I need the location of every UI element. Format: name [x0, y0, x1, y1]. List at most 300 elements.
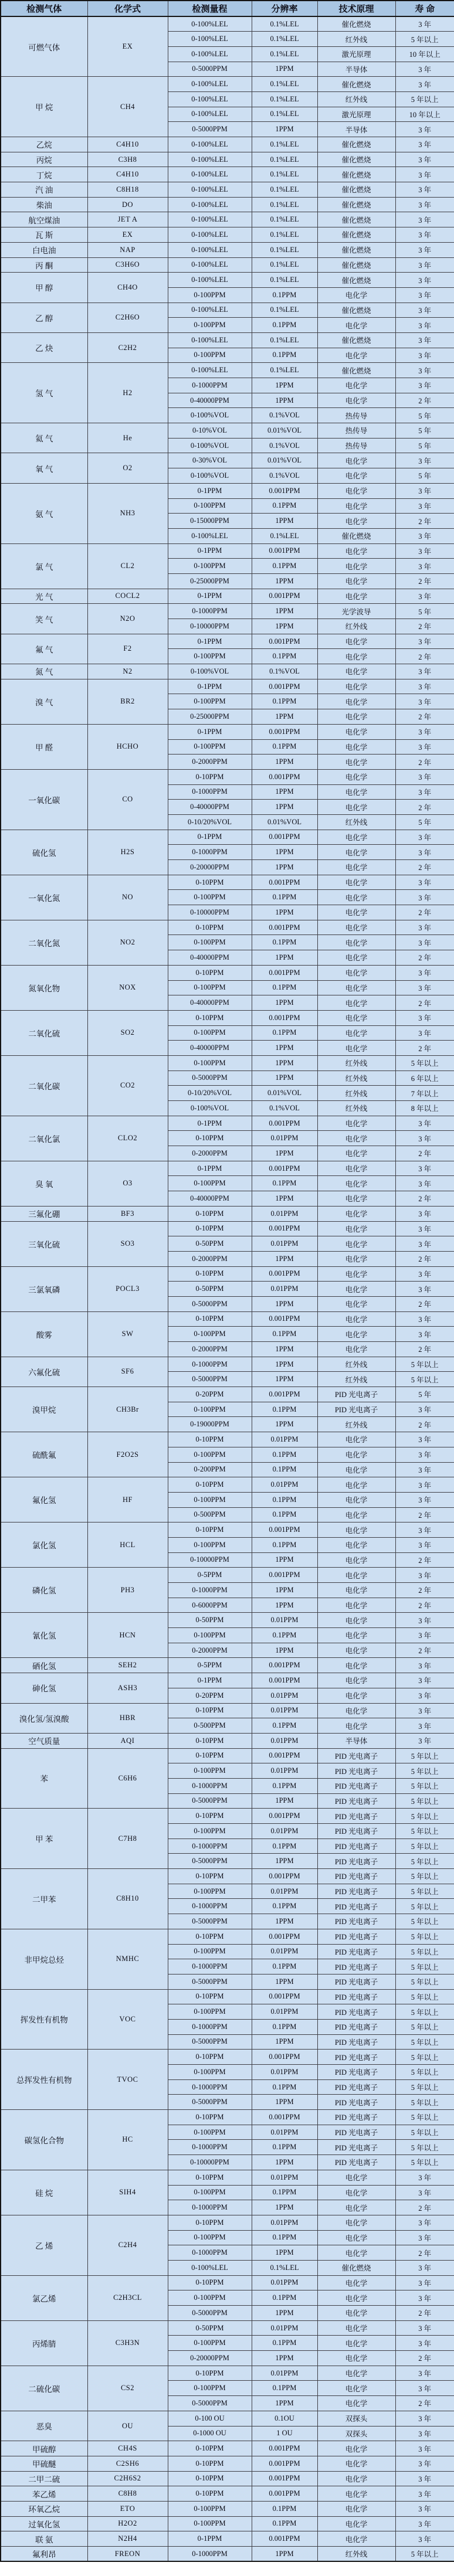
gas-name-cell: 联 氨: [1, 2531, 87, 2547]
gas-name-cell: 笑 气: [1, 604, 87, 634]
resolution-cell: 1PPM: [252, 378, 317, 393]
gas-name-cell: 总挥发性有机物: [1, 2050, 87, 2110]
lifespan-cell: 5 年以上: [395, 1944, 454, 1959]
principle-cell: 电化学: [317, 1116, 395, 1131]
range-cell: 0-5000PPM: [168, 1793, 252, 1809]
range-cell: 0-100PPM: [168, 1884, 252, 1899]
formula-cell: C2H2: [87, 332, 168, 362]
resolution-cell: 1PPM: [252, 2547, 317, 2562]
principle-cell: 催化燃烧: [317, 167, 395, 182]
range-cell: 0-100PPM: [168, 498, 252, 514]
lifespan-cell: 3 年: [395, 2456, 454, 2471]
resolution-cell: 0.1PPM: [252, 2140, 317, 2155]
resolution-cell: 1PPM: [252, 995, 317, 1011]
resolution-cell: 1PPM: [252, 845, 317, 860]
lifespan-cell: 3 年: [395, 167, 454, 182]
resolution-cell: 0.01PPM: [252, 2320, 317, 2336]
gas-name-cell: 苯: [1, 1748, 87, 1809]
resolution-cell: 1PPM: [252, 2306, 317, 2321]
gas-name-cell: 二氧化碳: [1, 1055, 87, 1116]
lifespan-cell: 3 年: [395, 318, 454, 333]
range-cell: 0-100%LEL: [168, 167, 252, 182]
resolution-cell: 0.1%LEL: [252, 182, 317, 198]
principle-cell: 热传导: [317, 438, 395, 453]
range-cell: 0-40000PPM: [168, 393, 252, 408]
formula-cell: PH3: [87, 1568, 168, 1613]
table-row: [1, 273, 454, 288]
lifespan-cell: 3 年: [395, 453, 454, 468]
gas-name-cell: 航空煤油: [1, 212, 87, 227]
formula-cell: TVOC: [87, 2050, 168, 2110]
lifespan-cell: 3 年: [395, 2320, 454, 2336]
lifespan-cell: 5 年以上: [395, 1778, 454, 1793]
range-cell: 0-10PPM: [168, 2456, 252, 2471]
lifespan-cell: 5 年以上: [395, 2547, 454, 2562]
lifespan-cell: 3 年: [395, 2471, 454, 2486]
resolution-cell: 0.001PPM: [252, 1311, 317, 1327]
range-cell: 0-1000PPM: [168, 1838, 252, 1854]
lifespan-cell: 2 年: [395, 709, 454, 725]
range-cell: 0-5PPM: [168, 1568, 252, 1583]
resolution-cell: 0.1OU: [252, 2411, 317, 2426]
principle-cell: 催化燃烧: [317, 152, 395, 167]
table-row: [1, 1568, 454, 1583]
gas-name-cell: 二氧化硫: [1, 1010, 87, 1055]
lifespan-cell: 5 年以上: [395, 2155, 454, 2170]
principle-cell: 电化学: [317, 2290, 395, 2306]
formula-cell: CLO2: [87, 1116, 168, 1161]
resolution-cell: 0.001PPM: [252, 830, 317, 845]
lifespan-cell: 2 年: [395, 649, 454, 664]
principle-cell: 双探头: [317, 2426, 395, 2441]
formula-cell: He: [87, 423, 168, 453]
principle-cell: 电化学: [317, 1507, 395, 1523]
range-cell: 0-10000PPM: [168, 2155, 252, 2170]
lifespan-cell: 5 年以上: [395, 2050, 454, 2065]
lifespan-cell: 5 年: [395, 408, 454, 423]
principle-cell: 红外线: [317, 1101, 395, 1116]
lifespan-cell: 2 年: [395, 1643, 454, 1658]
table-row: [1, 1161, 454, 1176]
lifespan-cell: 5 年以上: [395, 1793, 454, 1809]
gas-name-cell: 磷化氢: [1, 1568, 87, 1613]
lifespan-cell: 3 年: [395, 2185, 454, 2200]
principle-cell: 红外线: [317, 91, 395, 107]
range-cell: 0-100%LEL: [168, 16, 252, 32]
principle-cell: 电化学: [317, 453, 395, 468]
resolution-cell: 0.01PPM: [252, 1613, 317, 1628]
lifespan-cell: 3 年: [395, 830, 454, 845]
table-row: [1, 724, 454, 739]
lifespan-cell: 3 年: [395, 1703, 454, 1718]
lifespan-cell: 3 年: [395, 2531, 454, 2547]
resolution-cell: 0.1%LEL: [252, 227, 317, 243]
range-cell: 0-100PPM: [168, 1327, 252, 1342]
gas-name-cell: 乙 炔: [1, 332, 87, 362]
resolution-cell: 0.01PPM: [252, 1824, 317, 1839]
principle-cell: 催化燃烧: [317, 77, 395, 92]
range-cell: 0-100%LEL: [168, 257, 252, 273]
range-cell: 0-10PPM: [168, 1703, 252, 1718]
principle-cell: 光学波导: [317, 604, 395, 619]
gas-name-cell: 二甲苯: [1, 1869, 87, 1929]
lifespan-cell: 3 年: [395, 1221, 454, 1236]
range-cell: 0-100%LEL: [168, 32, 252, 47]
range-cell: 0-10/20%VOL: [168, 814, 252, 830]
formula-cell: CH3Br: [87, 1387, 168, 1432]
resolution-cell: 0.001PPM: [252, 1266, 317, 1282]
range-cell: 0-30%VOL: [168, 453, 252, 468]
range-cell: 0-5000PPM: [168, 122, 252, 137]
range-cell: 0-1PPM: [168, 543, 252, 559]
principle-cell: 电化学: [317, 1643, 395, 1658]
range-cell: 0-100PPM: [168, 1492, 252, 1507]
principle-cell: PID 光电离子: [317, 2065, 395, 2080]
gas-name-cell: 硅 烷: [1, 2170, 87, 2215]
table-row: [1, 1116, 454, 1131]
gas-name-cell: 甲硫醇: [1, 2441, 87, 2456]
principle-cell: 催化燃烧: [317, 212, 395, 227]
formula-cell: SW: [87, 1311, 168, 1357]
range-cell: 0-100PPM: [168, 2290, 252, 2306]
principle-cell: 红外线: [317, 32, 395, 47]
lifespan-cell: 10 年以上: [395, 107, 454, 122]
principle-cell: 电化学: [317, 1658, 395, 1673]
principle-cell: PID 光电离子: [317, 1387, 395, 1402]
gas-name-cell: 丙烯腈: [1, 2320, 87, 2366]
range-cell: 0-1000PPM: [168, 2019, 252, 2034]
range-cell: 0-2000PPM: [168, 1146, 252, 1161]
resolution-cell: 0.1PPM: [252, 1718, 317, 1734]
principle-cell: PID 光电离子: [317, 1838, 395, 1854]
principle-cell: 激光原理: [317, 46, 395, 62]
formula-cell: CL2: [87, 543, 168, 589]
resolution-cell: 0.1PPM: [252, 318, 317, 333]
range-cell: 0-1000PPM: [168, 604, 252, 619]
resolution-cell: 0.1PPM: [252, 2336, 317, 2351]
principle-cell: 电化学: [317, 709, 395, 725]
range-cell: 0-1PPM: [168, 1673, 252, 1688]
principle-cell: 电化学: [317, 2230, 395, 2245]
gas-name-cell: 氨 气: [1, 483, 87, 543]
resolution-cell: 0.001PPM: [252, 2456, 317, 2471]
resolution-cell: 0.01PPM: [252, 2170, 317, 2185]
formula-cell: SIH4: [87, 2170, 168, 2215]
principle-cell: 电化学: [317, 1673, 395, 1688]
lifespan-cell: 3 年: [395, 1658, 454, 1673]
range-cell: 0-100PPM: [168, 739, 252, 755]
range-cell: 0-10PPM: [168, 769, 252, 784]
principle-cell: PID 光电离子: [317, 1809, 395, 1824]
lifespan-cell: 8 年以上: [395, 1101, 454, 1116]
resolution-cell: 0.1%LEL: [252, 152, 317, 167]
formula-cell: SO2: [87, 1010, 168, 1055]
principle-cell: 电化学: [317, 1176, 395, 1191]
gas-name-cell: 丁烷: [1, 167, 87, 182]
principle-cell: 电化学: [317, 1447, 395, 1462]
lifespan-cell: 5 年以上: [395, 1055, 454, 1070]
resolution-cell: 0.001PPM: [252, 1568, 317, 1583]
lifespan-cell: 5 年以上: [395, 2095, 454, 2110]
range-cell: 0-5PPM: [168, 1658, 252, 1673]
table-row: [1, 182, 454, 198]
range-cell: 0-10PPM: [168, 1733, 252, 1748]
formula-cell: O3: [87, 1161, 168, 1206]
lifespan-cell: 3 年: [395, 1311, 454, 1327]
resolution-cell: 0.001PPM: [252, 1989, 317, 2004]
resolution-cell: 0.001PPM: [252, 1809, 317, 1824]
range-cell: 0-5000PPM: [168, 1854, 252, 1869]
gas-name-cell: 二硫化碳: [1, 2366, 87, 2411]
range-cell: 0-100PPM: [168, 1447, 252, 1462]
range-cell: 0-100%LEL: [168, 227, 252, 243]
table-row: [1, 2366, 454, 2381]
range-cell: 0-10PPM: [168, 2110, 252, 2125]
table-row: [1, 2110, 454, 2125]
lifespan-cell: 3 年: [395, 528, 454, 543]
resolution-cell: 1PPM: [252, 1070, 317, 1086]
lifespan-cell: 3 年: [395, 2170, 454, 2185]
formula-cell: NOX: [87, 965, 168, 1010]
resolution-cell: 0.1%VOL: [252, 438, 317, 453]
range-cell: 0-1PPM: [168, 483, 252, 498]
lifespan-cell: 3 年: [395, 589, 454, 604]
lifespan-cell: 5 年以上: [395, 1372, 454, 1387]
resolution-cell: 0.001PPM: [252, 2531, 317, 2547]
formula-cell: C2H6S2: [87, 2471, 168, 2486]
lifespan-cell: 3 年: [395, 2366, 454, 2381]
resolution-cell: 0.001PPM: [252, 1387, 317, 1402]
resolution-cell: 0.1PPM: [252, 649, 317, 664]
range-cell: 0-100 OU: [168, 2411, 252, 2426]
table-row: [1, 769, 454, 784]
range-cell: 0-100%LEL: [168, 77, 252, 92]
resolution-cell: 0.001PPM: [252, 1221, 317, 1236]
table-row: [1, 2441, 454, 2456]
lifespan-cell: 7 年以上: [395, 1086, 454, 1101]
formula-cell: POCL3: [87, 1266, 168, 1311]
range-cell: 0-10PPM: [168, 965, 252, 980]
principle-cell: 电化学: [317, 2456, 395, 2471]
lifespan-cell: 5 年: [395, 604, 454, 619]
table-row: [1, 875, 454, 890]
gas-name-cell: 氧 气: [1, 453, 87, 483]
table-row: [1, 483, 454, 498]
gas-name-cell: 氟利昂: [1, 2547, 87, 2562]
resolution-cell: 0.1PPM: [252, 2381, 317, 2396]
lifespan-cell: 3 年: [395, 287, 454, 303]
gas-name-cell: 溴甲烷: [1, 1387, 87, 1432]
table-row: [1, 1477, 454, 1493]
lifespan-cell: 5 年以上: [395, 1914, 454, 1929]
resolution-cell: 0.1%LEL: [252, 77, 317, 92]
principle-cell: 电化学: [317, 649, 395, 664]
principle-cell: 电化学: [317, 2516, 395, 2531]
resolution-cell: 1PPM: [252, 1417, 317, 1432]
range-cell: 0-10PPM: [168, 1869, 252, 1884]
formula-cell: EX: [87, 227, 168, 243]
principle-cell: 电化学: [317, 1025, 395, 1041]
formula-cell: H2S: [87, 830, 168, 875]
lifespan-cell: 3 年: [395, 559, 454, 574]
resolution-cell: 0.1%LEL: [252, 332, 317, 348]
gas-name-cell: 瓦 斯: [1, 227, 87, 243]
range-cell: 0-100PPM: [168, 1402, 252, 1417]
range-cell: 0-1PPM: [168, 1116, 252, 1131]
gas-name-cell: 丙 酮: [1, 257, 87, 273]
lifespan-cell: 3 年: [395, 2230, 454, 2245]
lifespan-cell: 3 年: [395, 875, 454, 890]
range-cell: 0-100PPM: [168, 2185, 252, 2200]
formula-cell: OU: [87, 2411, 168, 2441]
principle-cell: 电化学: [317, 2351, 395, 2366]
range-cell: 0-100PPM: [168, 649, 252, 664]
range-cell: 0-1000PPM: [168, 2547, 252, 2562]
gas-name-cell: 甲 醇: [1, 273, 87, 303]
range-cell: 0-1000PPM: [168, 1778, 252, 1793]
resolution-cell: 1PPM: [252, 1854, 317, 1869]
principle-cell: 电化学: [317, 1568, 395, 1583]
lifespan-cell: 3 年: [395, 965, 454, 980]
principle-cell: 电化学: [317, 965, 395, 980]
range-cell: 0-100PPM: [168, 287, 252, 303]
resolution-cell: 0.1%LEL: [252, 303, 317, 318]
table-row: [1, 920, 454, 935]
resolution-cell: 0.001PPM: [252, 2050, 317, 2065]
formula-cell: C7H8: [87, 1809, 168, 1869]
lifespan-cell: 2 年: [395, 1583, 454, 1598]
table-row: [1, 1357, 454, 1372]
resolution-cell: 0.01PPM: [252, 1206, 317, 1221]
principle-cell: 催化燃烧: [317, 197, 395, 212]
range-cell: 0-10PPM: [168, 1221, 252, 1236]
principle-cell: 电化学: [317, 1131, 395, 1146]
lifespan-cell: 3 年: [395, 2215, 454, 2230]
resolution-cell: 0.01PPM: [252, 1884, 317, 1899]
lifespan-cell: 3 年: [395, 2426, 454, 2441]
formula-cell: N2H4: [87, 2531, 168, 2547]
principle-cell: 电化学: [317, 1206, 395, 1221]
table-row: [1, 167, 454, 182]
lifespan-cell: 3 年: [395, 679, 454, 694]
lifespan-cell: 5 年以上: [395, 1869, 454, 1884]
resolution-cell: 0.01PPM: [252, 1131, 317, 1146]
table-body: [1, 16, 454, 2561]
lifespan-cell: 3 年: [395, 739, 454, 755]
table-row: [1, 1432, 454, 1447]
resolution-cell: 0.01PPM: [252, 1733, 317, 1748]
range-cell: 0-10PPM: [168, 1131, 252, 1146]
resolution-cell: 0.01PPM: [252, 2215, 317, 2230]
lifespan-cell: 3 年: [395, 1688, 454, 1703]
principle-cell: PID 光电离子: [317, 2155, 395, 2170]
lifespan-cell: 3 年: [395, 332, 454, 348]
resolution-cell: 0.001PPM: [252, 2471, 317, 2486]
column-header-lifespan: 寿 命: [395, 1, 454, 16]
range-cell: 0-10PPM: [168, 1748, 252, 1763]
range-cell: 0-20000PPM: [168, 860, 252, 875]
range-cell: 0-100%LEL: [168, 212, 252, 227]
resolution-cell: 0.1PPM: [252, 1492, 317, 1507]
principle-cell: 电化学: [317, 800, 395, 815]
principle-cell: 电化学: [317, 935, 395, 950]
gas-name-cell: 氦 气: [1, 423, 87, 453]
range-cell: 0-100PPM: [168, 694, 252, 709]
range-cell: 0-10000PPM: [168, 619, 252, 634]
gas-name-cell: 酸雾: [1, 1311, 87, 1357]
resolution-cell: 1PPM: [252, 784, 317, 800]
range-cell: 0-25000PPM: [168, 709, 252, 725]
column-header-resolution: 分辨率: [252, 1, 317, 16]
lifespan-cell: 2 年: [395, 860, 454, 875]
formula-cell: ETO: [87, 2501, 168, 2516]
resolution-cell: 0.01PPM: [252, 1944, 317, 1959]
lifespan-cell: 5 年以上: [395, 2125, 454, 2140]
gas-name-cell: 甲 烷: [1, 77, 87, 137]
lifespan-cell: 3 年: [395, 1402, 454, 1417]
range-cell: 0-50PPM: [168, 2320, 252, 2336]
resolution-cell: 0.1%LEL: [252, 46, 317, 62]
resolution-cell: 1PPM: [252, 393, 317, 408]
lifespan-cell: 3 年: [395, 363, 454, 378]
formula-cell: NH3: [87, 483, 168, 543]
range-cell: 0-100PPM: [168, 1025, 252, 1041]
formula-cell: HF: [87, 1477, 168, 1523]
resolution-cell: 0.1%LEL: [252, 91, 317, 107]
principle-cell: 催化燃烧: [317, 273, 395, 288]
gas-name-cell: 可燃气体: [1, 16, 87, 77]
principle-cell: 电化学: [317, 2501, 395, 2516]
resolution-cell: 0.001PPM: [252, 2441, 317, 2456]
formula-cell: CH4: [87, 77, 168, 137]
formula-cell: NAP: [87, 242, 168, 257]
lifespan-cell: 3 年: [395, 152, 454, 167]
lifespan-cell: 3 年: [395, 2381, 454, 2396]
resolution-cell: 1PPM: [252, 2396, 317, 2411]
range-cell: 0-10PPM: [168, 1432, 252, 1447]
resolution-cell: 0.001PPM: [252, 634, 317, 649]
principle-cell: 电化学: [317, 1327, 395, 1342]
range-cell: 0-50PPM: [168, 1282, 252, 1297]
principle-cell: PID 光电离子: [317, 1989, 395, 2004]
principle-cell: 电化学: [317, 483, 395, 498]
gas-name-cell: 三氟化硼: [1, 1206, 87, 1221]
lifespan-cell: 2 年: [395, 393, 454, 408]
principle-cell: 电化学: [317, 830, 395, 845]
lifespan-cell: 3 年: [395, 1327, 454, 1342]
lifespan-cell: 3 年: [395, 2501, 454, 2516]
formula-cell: JET A: [87, 212, 168, 227]
resolution-cell: 1PPM: [252, 1914, 317, 1929]
lifespan-cell: 3 年: [395, 1477, 454, 1493]
formula-cell: H2: [87, 363, 168, 423]
gas-name-cell: 氢 气: [1, 363, 87, 423]
range-cell: 0-100%LEL: [168, 197, 252, 212]
resolution-cell: 1PPM: [252, 800, 317, 815]
principle-cell: 电化学: [317, 1191, 395, 1207]
principle-cell: 电化学: [317, 1628, 395, 1643]
resolution-cell: 0.1PPM: [252, 1537, 317, 1552]
lifespan-cell: 3 年: [395, 1733, 454, 1748]
gas-name-cell: 氯 气: [1, 543, 87, 589]
formula-cell: F2: [87, 634, 168, 664]
lifespan-cell: 5 年以上: [395, 1854, 454, 1869]
table-row: [1, 1989, 454, 2004]
gas-name-cell: 挥发性有机物: [1, 1989, 87, 2050]
resolution-cell: 0.1PPM: [252, 739, 317, 755]
resolution-cell: 0.1PPM: [252, 2079, 317, 2095]
resolution-cell: 1PPM: [252, 1357, 317, 1372]
